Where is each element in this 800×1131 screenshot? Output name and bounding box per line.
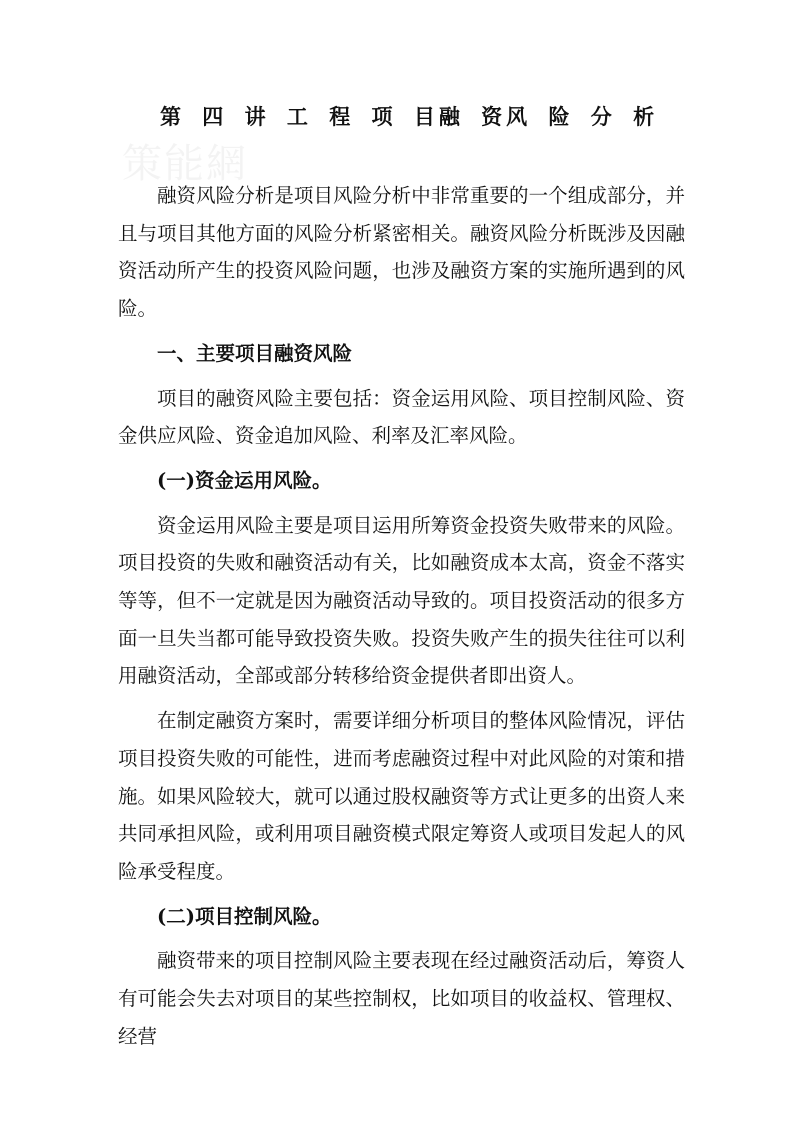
paragraph: 融资带来的项目控制风险主要表现在经过融资活动后，筹资人有可能会失去对项目的某些控制权，比如项目的收益权、管理权、经营 xyxy=(118,949,685,1048)
section-heading: 一、主要项目融资风险 xyxy=(157,341,353,365)
paragraph: 项目的融资风险主要包括：资金运用风险、项目控制风险、资金供应风险、资金追加风险、利率及汇率风险。 xyxy=(118,386,685,448)
page-title: 第 四 讲 工 程 项 目融 资风 险 分 析 xyxy=(160,104,659,129)
document-body xyxy=(118,177,685,1062)
subsection-heading: (二)项目控制风险。 xyxy=(157,904,332,928)
paragraph: 在制定融资方案时，需要详细分析项目的整体风险情况，评估项目投资失败的可能性，进而考虑融资过程中对此风险的对策和措施。如果风险较大，就可以通过股权融资等方式让更多的出资人来共同承担风险，或利用项目融资模式限定筹资人或项目发起人的风险承受程度。 xyxy=(118,709,685,883)
subsection-heading: (一)资金运用风险。 xyxy=(157,468,332,492)
watermark-logo: 策能網 xyxy=(122,141,248,187)
paragraph: 资金运用风险主要是项目运用所筹资金投资失败带来的风险。项目投资的失败和融资活动有关，比如融资成本太高，资金不落实等等，但不一定就是因为融资活动导致的。项目投资活动的很多方面一旦失当都可能导致投资失败。投资失败产生的损失往往可以利用融资活动，全部或部分转移给资金提供者即出资人。 xyxy=(118,513,685,688)
paragraph: 融资风险分析是项目风险分析中非常重要的一个组成部分，并且与项目其他方面的风险分析紧密相关。融资风险分析既涉及因融资活动所产生的投资风险问题，也涉及融资方案的实施所遇到的风险。 xyxy=(118,184,685,321)
